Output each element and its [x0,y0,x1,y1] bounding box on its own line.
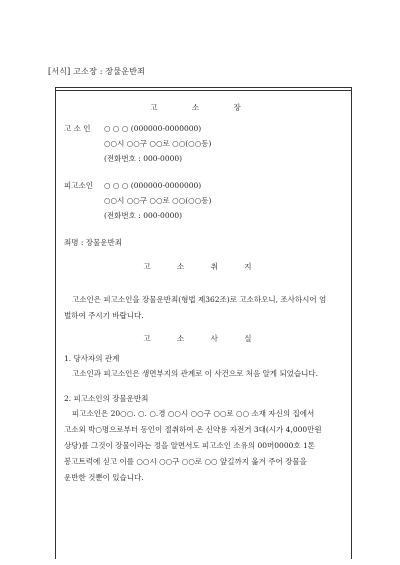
document-frame [55,87,352,559]
section-2-line-3: 상당)를 그것이 장물이라는 정을 알면서도 피고소인 소유의 00머0000호 1톤 [64,441,316,450]
complainant-name-id: ○ ○ ○ (000000-0000000) [104,124,202,133]
facts-heading: 고 소 사 실 [143,334,264,343]
complainant-label: 고 소 인 [64,124,91,133]
crime-name: 죄명 : 장물운반죄 [64,238,123,247]
section-1-body: 고소인과 피고소인은 생면부지의 관계로 이 사건으로 처음 알게 되었습니다. [72,369,319,378]
section-1-title: 1. 당사자의 관계 [64,354,120,363]
complainant-phone: (전화번호 : 000-0000) [104,154,183,163]
accused-phone: (전화번호 : 000-0000) [104,211,183,220]
section-2-line-5: 운반한 것뿐이 있습니다. [64,473,144,482]
section-2-line-2: 고소외 박○명으로부터 동인이 절취하여 온 신약용 자전거 3대(시가 4,000만원 [64,425,322,434]
purpose-line-2: 벌하여 주시기 바랍니다. [64,311,144,320]
section-2-line-4: 봉고트럭에 싣고 이를 ○○시 ○○구 ○○로 ○○ 앞길까지 옮겨 주어 장물을 [64,457,307,466]
document-title: 고 소 장 [150,103,257,112]
section-2-title: 2. 피고소인의 장물운반죄 [64,394,149,403]
top-rule [55,90,352,91]
accused-address: ○○시 ○○구 ○○로 ○○(○○동) [104,196,212,205]
purpose-heading: 고 소 취 지 [143,262,264,271]
complainant-address: ○○시 ○○구 ○○로 ○○(○○동) [104,139,212,148]
section-2-line-1: 피고소인은 20○○. ○. ○.경 ○○시 ○○구 ○○로 ○○ 소재 자신의 집에서 [72,409,315,418]
accused-name-id: ○ ○ ○ (000000-0000000) [104,181,202,190]
form-label: [서식] 고소장 : 장물운반죄 [48,67,146,76]
accused-label: 피고소인 [64,181,93,190]
purpose-line-1: 고소인은 피고소인을 장물운반죄(형법 제362조)로 고소하오니, 조사하시어 엄 [72,295,327,304]
